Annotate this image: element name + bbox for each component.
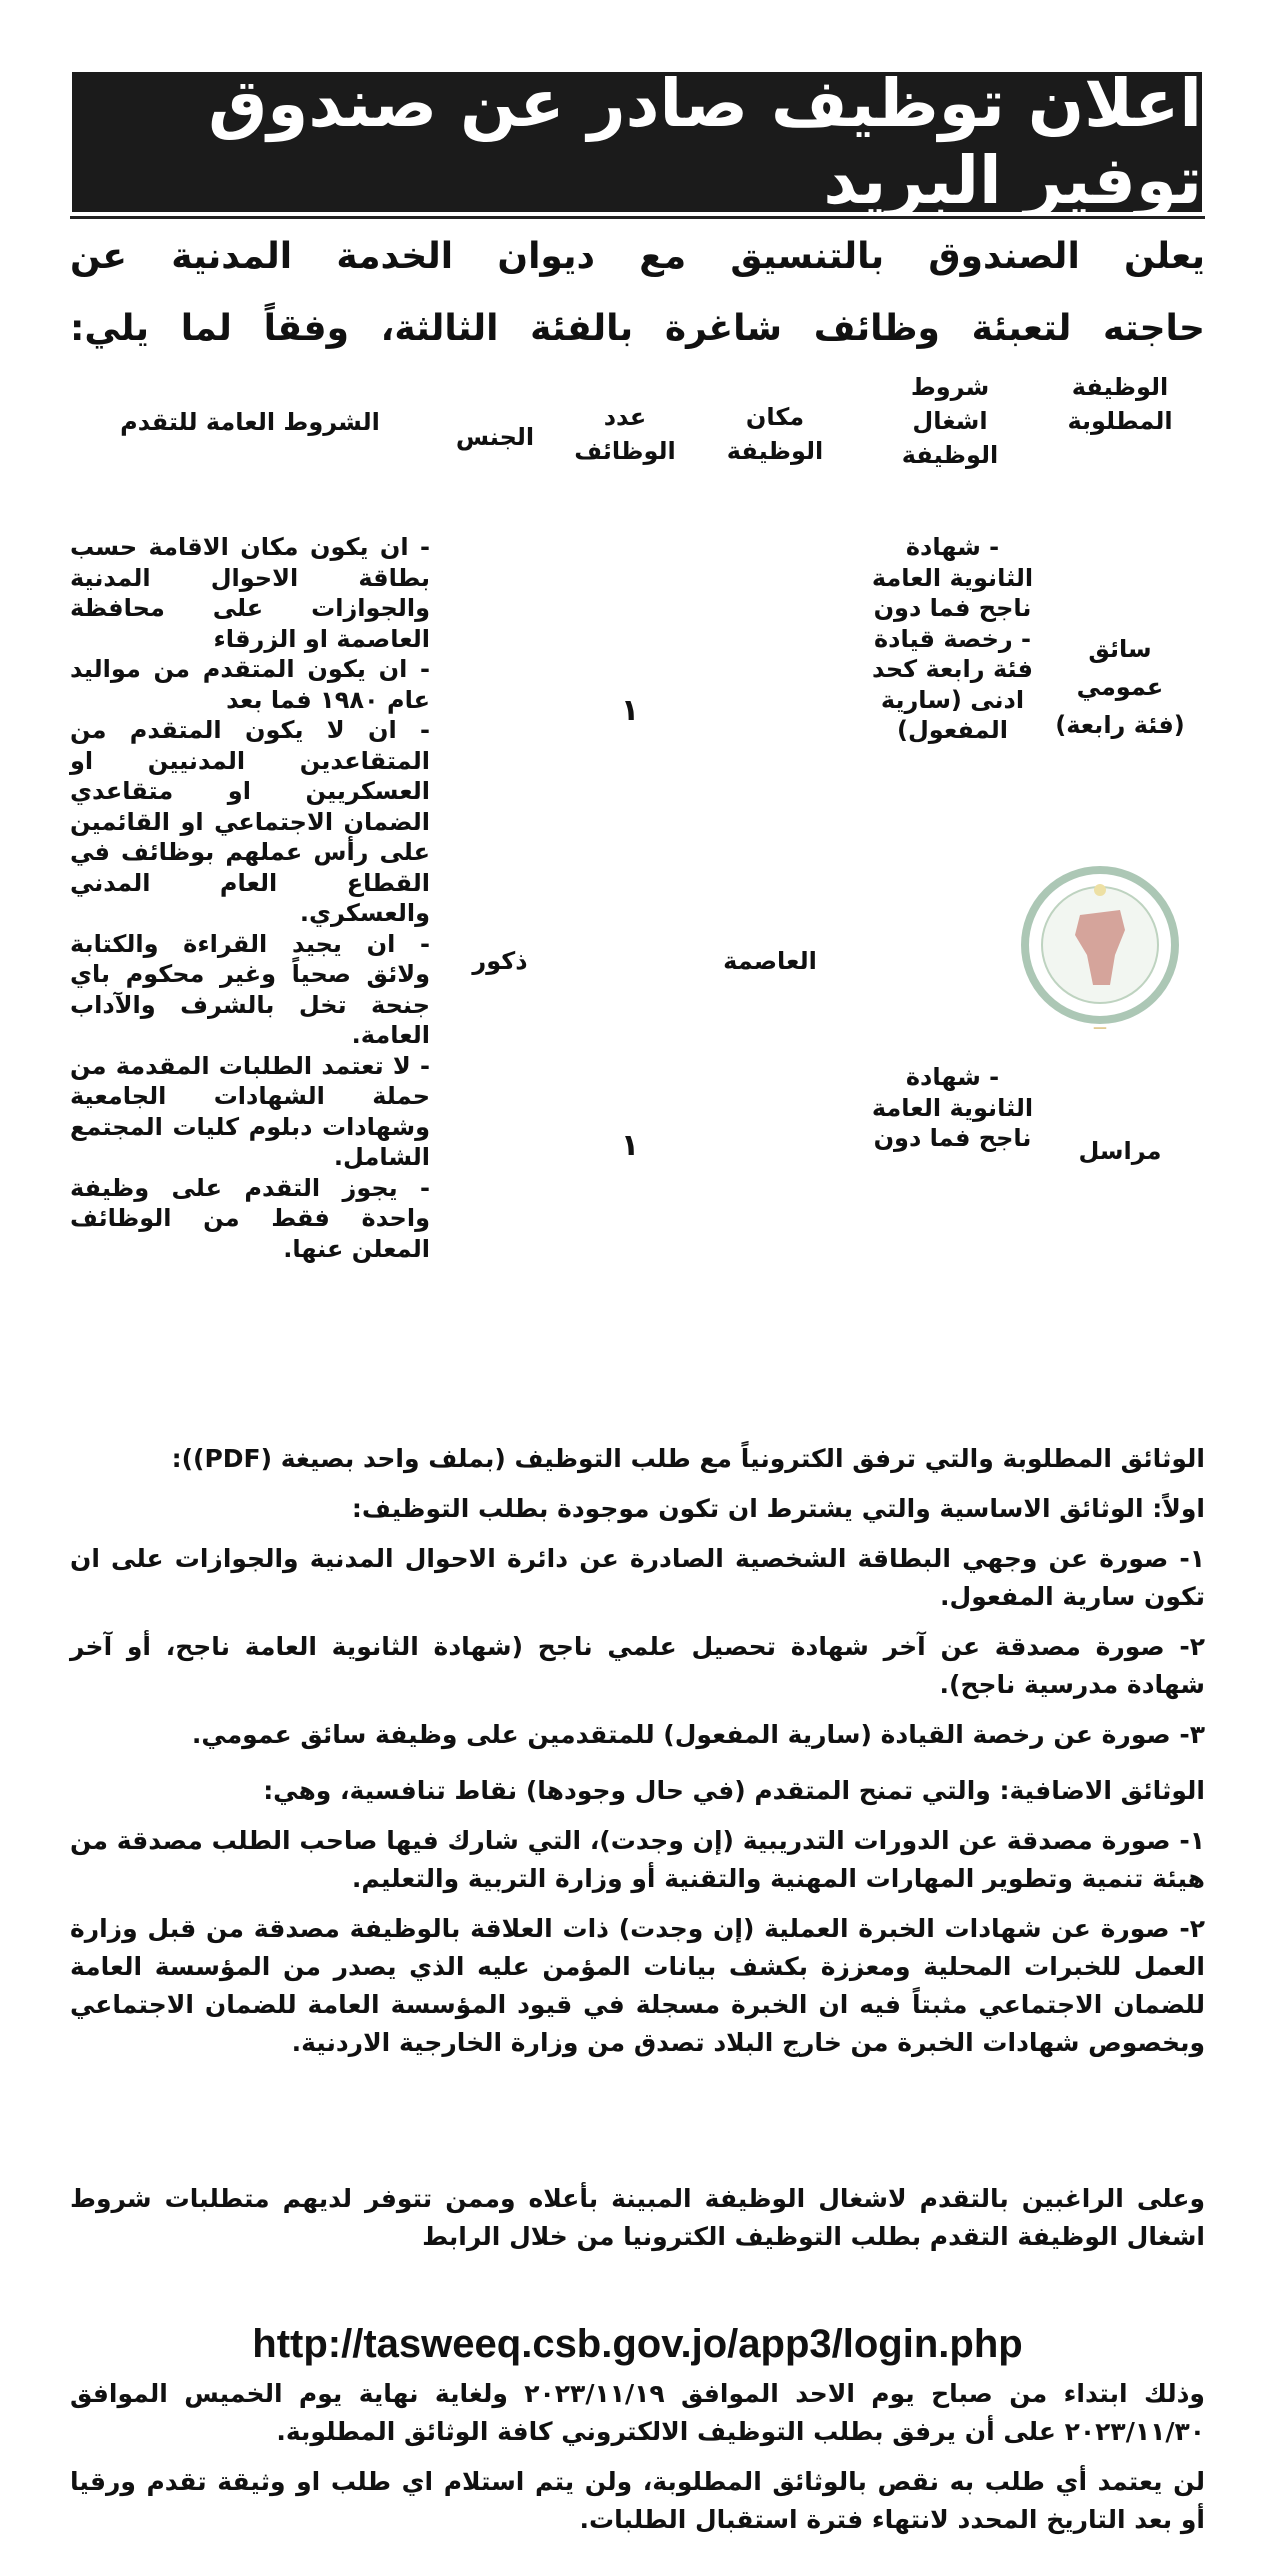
svg-text:—: — (1093, 1020, 1107, 1036)
header-conditions: الشروط العامة للتقدم (120, 408, 380, 436)
closing-section (70, 2180, 1205, 2268)
intro-paragraph (70, 210, 1205, 365)
condition-item: - لا تعتمد الطلبات المقدمة من حملة الشهادات الجامعية وشهادات دبلوم كليات المجتمع الشامل. (70, 1051, 430, 1171)
row1-requirements: - شهادة الثانوية العامة ناجح فما دون - رخصة قيادة فئة رابعة كحد ادنى (سارية المفعول) (871, 533, 1034, 744)
application-link[interactable]: http://tasweeq.csb.gov.jo/app3/login.php (252, 2322, 1023, 2366)
application-note: لن يعتمد أي طلب به نقص بالوثائق المطلوبة، ولن يتم استلام اي طلب او وثيقة تقدم ورقيا أو بعد التاريخ المحدد لانتهاء فترة استقبال الطلبات. (70, 2467, 1205, 2534)
header-count: عدد الوظائف (574, 403, 676, 465)
extra-document-item: ١- صورة مصدقة عن الدورات التدريبية (إن وجدت)، التي شارك فيها صاحب الطلب مصدقة من هيئة تنمية وتطوير المهارات المهنية والتقنية أو وزارة التربية والتعليم. (70, 1826, 1205, 1893)
header-gender: الجنس (455, 423, 535, 451)
row1-count: ١ (620, 693, 640, 728)
header-job: الوظيفة المطلوبة (1067, 373, 1173, 435)
condition-item: - ان لا يكون المتقدم من المتقاعدين المدنيين او العسكريين او متقاعدي الضمان الاجتماعي او القائمين على رأس عملهم بوظائف في القطاع العام المدني والعسكري. (70, 716, 430, 927)
row2-requirements: - شهادة الثانوية العامة ناجح فما دون (871, 1063, 1034, 1152)
row2-count: ١ (620, 1128, 640, 1163)
general-conditions-list (70, 532, 430, 1264)
extra-documents-title: الوثائق الاضافية: والتي تمنح المتقدم (في حال وجودها) نقاط تنافسية، وهي: (263, 1776, 1205, 1805)
extra-document-item: ٢- صورة عن شهادات الخبرة العملية (إن وجدت) ذات العلاقة بالوظيفة مصدقة من قبل وزارة العمل للخبرات المحلية ومعززة بكشف بيانات المؤمن عليه الذي يصدر من المؤسسة العامة للضمان الاجتماعي مثبتاً فيه ان الخبرة مسجلة في قيود المؤسسة العامة للضمان الاجتماعي وبخصوص شهادات الخبرة من خارج البلاد تصدق من وزارة الخارجية الاردنية. (70, 1914, 1205, 2057)
basic-documents-title: اولاً: الوثائق الاساسية والتي يشترط ان تكون موجودة بطلب التوظيف: (351, 1494, 1205, 1523)
civil-service-seal-watermark (975, 860, 1225, 1040)
documents-intro: الوثائق المطلوبة والتي ترفق الكترونياً مع طلب التوظيف (بملف واحد بصيغة (PDF)): (171, 1444, 1205, 1473)
job-gender: ذكور (472, 947, 528, 975)
row2-job: مراسل (1078, 1137, 1162, 1165)
condition-item: - ان يكون المتقدم من مواليد عام ١٩٨٠ فما بعد (70, 655, 430, 714)
basic-document-item: ٣- صورة عن رخصة القيادة (سارية المفعول) للمتقدمين على وظيفة سائق عمومي. (191, 1720, 1205, 1749)
condition-item: - يجوز التقدم على وظيفة واحدة فقط من الوظائف المعلن عنها. (70, 1173, 430, 1263)
announcement-title: اعلان توظيف صادر عن صندوق توفير البريد (72, 72, 1202, 212)
basic-document-item: ٢- صورة مصدقة عن آخر شهادة تحصيل علمي ناجح (شهادة الثانوية العامة ناجح، أو آخر شهادة مدرسية ناجح). (70, 1632, 1205, 1699)
intro-top-rule (70, 216, 1205, 219)
job-location: العاصمة (723, 947, 817, 975)
header-requirements: شروط اشغال الوظيفة (901, 373, 999, 469)
condition-item: - ان يكون مكان الاقامة حسب بطاقة الاحوال المدنية والجوازات على محافظة العاصمة او الزرقاء (70, 533, 430, 653)
intro-line-1: يعلن الصندوق بالتنسيق مع ديوان الخدمة المدنية عن (70, 236, 1205, 277)
intro-line-2: حاجته لتعبئة وظائف شاغرة بالفئة الثالثة، وفقاً لما يلي: (70, 308, 1205, 349)
closing-dates-section (70, 2375, 1205, 2551)
application-dates: وذلك ابتداء من صباح يوم الاحد الموافق ٢٠٢٣/١١/١٩ ولغاية نهاية يوم الخميس الموافق ٢٠٢٣/١١/٣٠ على أن يرفق بطلب التوظيف الالكتروني كافة الوثائق المطلوبة. (70, 2379, 1205, 2446)
header-location: مكان الوظيفة (726, 403, 824, 465)
row1-job: سائق عمومي (فئة رابعة) (1055, 635, 1185, 739)
condition-item: - ان يجيد القراءة والكتابة ولائق صحياً وغير محكوم باي جنحة تخل بالشرف والآداب العامة. (70, 929, 430, 1049)
documents-section (70, 1440, 1205, 2074)
apply-instructions: وعلى الراغبين بالتقدم لاشغال الوظيفة المبينة بأعلاه وممن تتوفر لديهم متطلبات شروط اشغال الوظيفة التقدم بطلب التوظيف الكترونيا من خلال الرابط (70, 2184, 1205, 2251)
basic-document-item: ١- صورة عن وجهي البطاقة الشخصية الصادرة عن دائرة الاحوال المدنية والجوازات على ان تكون سارية المفعول. (70, 1544, 1205, 1611)
